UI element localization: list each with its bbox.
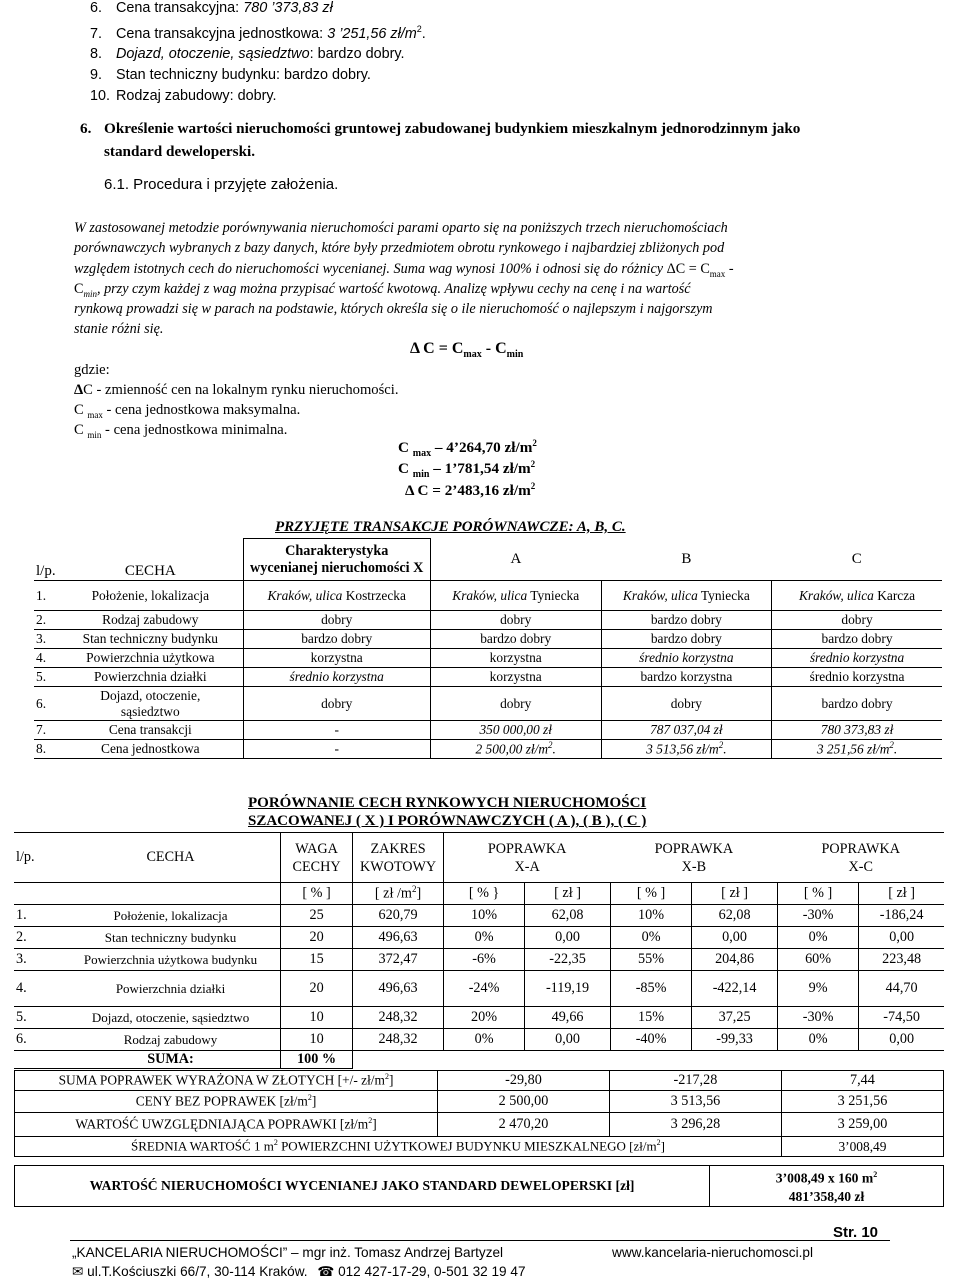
table-row [14, 971, 944, 1007]
cell: 7,44 [781, 1071, 943, 1091]
table-row [15, 1091, 944, 1113]
header-cell: CECHA [61, 833, 280, 883]
cell: 49,66 [525, 1007, 611, 1029]
header-cell: POPRAWKA X-A [443, 833, 610, 883]
cell: 0,00 [692, 927, 778, 949]
delta-formula: Δ $C = C_{max} - C_{min}$ [410, 340, 524, 361]
table-row [34, 740, 942, 759]
cell: bardzo dobry [243, 630, 430, 649]
table-row [14, 905, 944, 927]
cell: SUMA: [61, 1051, 280, 1069]
page-number: Str. 10 [833, 1224, 879, 1241]
cell: bardzo korzystna [601, 668, 771, 687]
header-cell: A [510, 550, 522, 567]
cell: -30% [777, 905, 858, 927]
cell: Dojazd, otoczenie, sąsiedztwo [58, 687, 243, 721]
unit-cell: [ % ] [777, 883, 858, 905]
list-item: 8. Dojazd, otoczenie, sąsiedztwo: bardzo dobry. [90, 46, 405, 63]
header-cell: l/p. [14, 833, 61, 883]
table-row [15, 1071, 944, 1091]
corrections-title-line2: SZACOWANEJ ( X ) I PORÓWNAWCZYCH ( A ), ( B ), ( C ) [248, 813, 647, 829]
cell: 496,63 [353, 971, 444, 1007]
cell: 0% [777, 927, 858, 949]
final-value: 3’008,49 x 160 $m^2$ 481’358,40 zł [710, 1166, 944, 1207]
cell: 55% [610, 949, 691, 971]
cell: ŚREDNIA WARTOŚĆ 1 $m^2$ POWIERZCHNI UŻYTKOWEJ BUDYNKU MIESZKALNEGO $[zł/m^2]$ [15, 1137, 782, 1157]
cell: -99,33 [692, 1029, 778, 1051]
cell: Cena jednostkowa [58, 740, 243, 759]
corrections-title: PORÓWNANIE CECH RYNKOWYCH NIERUCHOMOŚCI [248, 795, 647, 811]
envelope-icon: ✉ [72, 1264, 84, 1279]
cell: 1. [14, 905, 61, 927]
delta-value: Δ C = 2’483,16 $zł/m^2$ [405, 481, 536, 500]
cell: 62,08 [692, 905, 778, 927]
cell: -119,19 [525, 971, 611, 1007]
cell: Powierzchnia użytkowa [58, 649, 243, 668]
cell: Kraków, ulica Tyniecka [601, 581, 771, 611]
cell: Rodzaj zabudowy [61, 1029, 280, 1051]
cell [353, 1051, 944, 1069]
cell: 2 470,20 [438, 1113, 610, 1137]
cell: Stan techniczny budynku [58, 630, 243, 649]
cell: 223,48 [859, 949, 944, 971]
table-row [14, 927, 944, 949]
cell: dobry [243, 687, 430, 721]
header-cell: C [851, 550, 862, 567]
paragraph-line: $C_{min}$, przy czym każdej z wag można przypisać wartość kwotową. Analizę wpływu cechy na cenę i na wartość [74, 281, 691, 299]
cell: średnio korzystna [772, 668, 942, 687]
cell: 10% [610, 905, 691, 927]
cell: 0% [443, 1029, 524, 1051]
cell: Rodzaj zabudowy [58, 611, 243, 630]
cell: dobry [601, 687, 771, 721]
cell: 0% [443, 927, 524, 949]
cell: -22,35 [525, 949, 611, 971]
paragraph-line: porównawczych wybranych z bazy danych, które były przedmiotem obrotu rynkowego i najbardziej zbliżonych pod [74, 240, 725, 256]
list-item: 6. Cena transakcyjna: 780 ’373,83 zł [90, 0, 333, 16]
cell: średnio korzystna [772, 649, 942, 668]
cell: -29,80 [438, 1071, 610, 1091]
cell: średnio korzystna [601, 649, 771, 668]
table-row [14, 949, 944, 971]
cell: 0% [610, 927, 691, 949]
header-cell: POPRAWKA X-B [610, 833, 777, 883]
unit-cell: [ zł ] [859, 883, 944, 905]
cell: -74,50 [859, 1007, 944, 1029]
cell: 2. [34, 611, 58, 630]
final-value-table [14, 1165, 944, 1207]
cell: 372,47 [353, 949, 444, 971]
definition: C $_{min}$ - cena jednostkowa minimalna. [74, 422, 288, 440]
unit-cell: [ % } [443, 883, 524, 905]
cell: 6. [14, 1029, 61, 1051]
cell: bardzo dobry [772, 687, 942, 721]
cell: 20 [280, 927, 352, 949]
cell: -6% [443, 949, 524, 971]
cell: 787 037,04 zł [601, 721, 771, 740]
table-row [34, 649, 942, 668]
cell: 620,79 [353, 905, 444, 927]
cell: -186,24 [859, 905, 944, 927]
footer-address: ✉ ul.T.Kościuszki 66/7, 30-114 Kraków. ☎ 012 427-17-29, 0-501 32 19 47 [72, 1264, 526, 1279]
gdzie-label: gdzie: [74, 362, 110, 378]
cell: 15 [280, 949, 352, 971]
cell: -30% [777, 1007, 858, 1029]
cell: 3’008,49 [781, 1137, 943, 1157]
cell: Kraków, ulica Karcza [772, 581, 942, 611]
cell: 20% [443, 1007, 524, 1029]
cell: 3 251,56 $zł/m^2$. [772, 740, 942, 759]
unit-cell: [ zł $/m^2$] [353, 883, 444, 905]
unit-cell: [ % ] [280, 883, 352, 905]
cell: bardzo dobry [601, 611, 771, 630]
cell: 9% [777, 971, 858, 1007]
cell: WARTOŚĆ UWZGLĘDNIAJĄCA POPRAWKI $[zł/m^2]$ [15, 1113, 438, 1137]
cell: bardzo dobry [601, 630, 771, 649]
cell: 248,32 [353, 1007, 444, 1029]
cell: 5. [34, 668, 58, 687]
cell: -217,28 [609, 1071, 781, 1091]
cell: 100 % [280, 1051, 352, 1069]
cell: 350 000,00 zł [430, 721, 601, 740]
paragraph-line: rynkową prowadzi się w parach na podstawie, których określa się o ile nieruchomość o najlepszym i najgorszym [74, 301, 713, 317]
cell: korzystna [243, 649, 430, 668]
cell: 204,86 [692, 949, 778, 971]
cell: bardzo dobry [772, 630, 942, 649]
header-cell: Charakterystyka wycenianej nieruchomości X [243, 539, 430, 581]
cell: Stan techniczny budynku [61, 927, 280, 949]
cell: 3. [14, 949, 61, 971]
paragraph-line: względem istotnych cech do nieruchomości wycenianej. Suma wag wynosi 100% i odnosi się do różnicy $\Delta C = C_{max}$ - [74, 261, 734, 279]
section-heading-line2: standard deweloperski. [104, 143, 256, 160]
definition: ΔC - zmienność cen na lokalnym rynku nieruchomości. [74, 382, 399, 398]
unit-cell: [ zł ] [525, 883, 611, 905]
cell: 25 [280, 905, 352, 927]
cell: CENY BEZ POPRAWEK $[zł/m^2]$ [15, 1091, 438, 1113]
header-cell: CECHA [124, 563, 176, 579]
cell: 3 259,00 [781, 1113, 943, 1137]
table-row [15, 1113, 944, 1137]
header-cell: POPRAWKA X-C [777, 833, 944, 883]
table-row [34, 581, 942, 611]
cell: 15% [610, 1007, 691, 1029]
cell: - [243, 740, 430, 759]
subheading: 6.1. Procedura i przyjęte założenia. [104, 176, 339, 193]
unit-cell: [ zł ] [692, 883, 778, 905]
cell: 7. [34, 721, 58, 740]
cell [14, 1051, 61, 1069]
cell: 20 [280, 971, 352, 1007]
header-cell: ZAKRES KWOTOWY [353, 833, 444, 883]
cell: 2. [14, 927, 61, 949]
top-list [90, 0, 426, 107]
cell: 0% [777, 1029, 858, 1051]
table-row [34, 630, 942, 649]
unit-cell [14, 883, 61, 905]
footer-company: „KANCELARIA NIERUCHOMOŚCI” – mgr inż. Tomasz Andrzej Bartyzel [72, 1245, 504, 1260]
cell: Położenie, lokalizacja [58, 581, 243, 611]
cell: 10 [280, 1029, 352, 1051]
cell: 1. [34, 581, 58, 611]
summary-table [14, 1070, 944, 1157]
cell: Powierzchnia działki [61, 971, 280, 1007]
cell: 10 [280, 1007, 352, 1029]
comparison-table [34, 538, 942, 759]
cell: 0,00 [525, 927, 611, 949]
cell: 0,00 [525, 1029, 611, 1051]
table-row [14, 1029, 944, 1051]
cell: korzystna [430, 668, 601, 687]
cell: dobry [430, 611, 601, 630]
cell: Kraków, ulica Kostrzecka [243, 581, 430, 611]
cell: 4. [14, 971, 61, 1007]
cell: Położenie, lokalizacja [61, 905, 280, 927]
cell: 2 500,00 [438, 1091, 610, 1113]
cell: 0,00 [859, 1029, 944, 1051]
suma-row [14, 1051, 944, 1069]
cell: Powierzchnia działki [58, 668, 243, 687]
cmin-value: C $_{min}$ – 1’781,54 $zł/m^2$ [398, 459, 536, 481]
cell: 3 251,56 [781, 1091, 943, 1113]
cell: Cena transakcji [58, 721, 243, 740]
cell: dobry [243, 611, 430, 630]
cell: 248,32 [353, 1029, 444, 1051]
footer-website[interactable]: www.kancelaria-nieruchomosci.pl [612, 1245, 813, 1260]
table-row [15, 1137, 944, 1157]
cell: 3 513,56 [609, 1091, 781, 1113]
cmax-value: C $_{max}$ – 4’264,70 $zł/m^2$ [398, 438, 537, 460]
cell: dobry [772, 611, 942, 630]
final-label: WARTOŚĆ NIERUCHOMOŚCI WYCENIANEJ JAKO STANDARD DEWELOPERSKI [zł] [15, 1166, 710, 1207]
cell: 3. [34, 630, 58, 649]
cell: korzystna [430, 649, 601, 668]
cell: - [243, 721, 430, 740]
definition: C $_{max}$ - cena jednostkowa maksymalna. [74, 402, 301, 420]
header-cell: WAGA CECHY [280, 833, 352, 883]
cell: 0,00 [859, 927, 944, 949]
cell: 10% [443, 905, 524, 927]
cell: 780 373,83 zł [772, 721, 942, 740]
comparison-title: PRZYJĘTE TRANSAKCJE PORÓWNAWCZE: A, B, C. [275, 519, 626, 535]
table-row [34, 668, 942, 687]
cell: 4. [34, 649, 58, 668]
phone-icon: ☎ [317, 1264, 335, 1279]
cell: 60% [777, 949, 858, 971]
paragraph-line: stanie różni się. [74, 321, 164, 337]
cell: -85% [610, 971, 691, 1007]
corrections-table [14, 832, 944, 1069]
table-row [14, 1007, 944, 1029]
footer-divider [70, 1240, 890, 1241]
cell: 496,63 [353, 927, 444, 949]
cell: 5. [14, 1007, 61, 1029]
cell: 3 513,56 $zł/m^2$. [601, 740, 771, 759]
section-heading: 6. Określenie wartości nieruchomości gruntowej zabudowanej budynkiem mieszkalnym jednorodzinnym jako [80, 120, 801, 137]
cell: Dojazd, otoczenie, sąsiedztwo [61, 1007, 280, 1029]
cell: 6. [34, 687, 58, 721]
list-item: 10. Rodzaj zabudowy: dobry. [90, 87, 277, 104]
cell: SUMA POPRAWEK WYRAŻONA W ZŁOTYCH [+/- $zł/m^2$] [15, 1071, 438, 1091]
cell: 62,08 [525, 905, 611, 927]
cell: -24% [443, 971, 524, 1007]
cell: -422,14 [692, 971, 778, 1007]
table-row [34, 721, 942, 740]
cell: 8. [34, 740, 58, 759]
table-row [34, 611, 942, 630]
table-row [34, 687, 942, 721]
cell: dobry [430, 687, 601, 721]
cell: 37,25 [692, 1007, 778, 1029]
cell: Powierzchnia użytkowa budynku [61, 949, 280, 971]
header-cell: B [681, 550, 692, 567]
cell: Kraków, ulica Tyniecka [430, 581, 601, 611]
paragraph-line: W zastosowanej metodzie porównywania nieruchomości parami oparto się na poniższych trzech nieruchomościach [74, 220, 728, 236]
list-item: 7. Cena transakcyjna jednostkowa: 3 ’251,56 $zł/m^2$. [90, 23, 426, 42]
cell: 2 500,00 $zł/m^2$. [430, 740, 601, 759]
cell: 44,70 [859, 971, 944, 1007]
unit-cell [61, 883, 280, 905]
unit-cell: [ % ] [610, 883, 691, 905]
cell: bardzo dobry [430, 630, 601, 649]
list-item: 9. Stan techniczny budynku: bardzo dobry. [90, 67, 371, 84]
cell: -40% [610, 1029, 691, 1051]
header-cell: l/p. [36, 563, 56, 579]
cell: średnio korzystna [243, 668, 430, 687]
cell: 3 296,28 [609, 1113, 781, 1137]
